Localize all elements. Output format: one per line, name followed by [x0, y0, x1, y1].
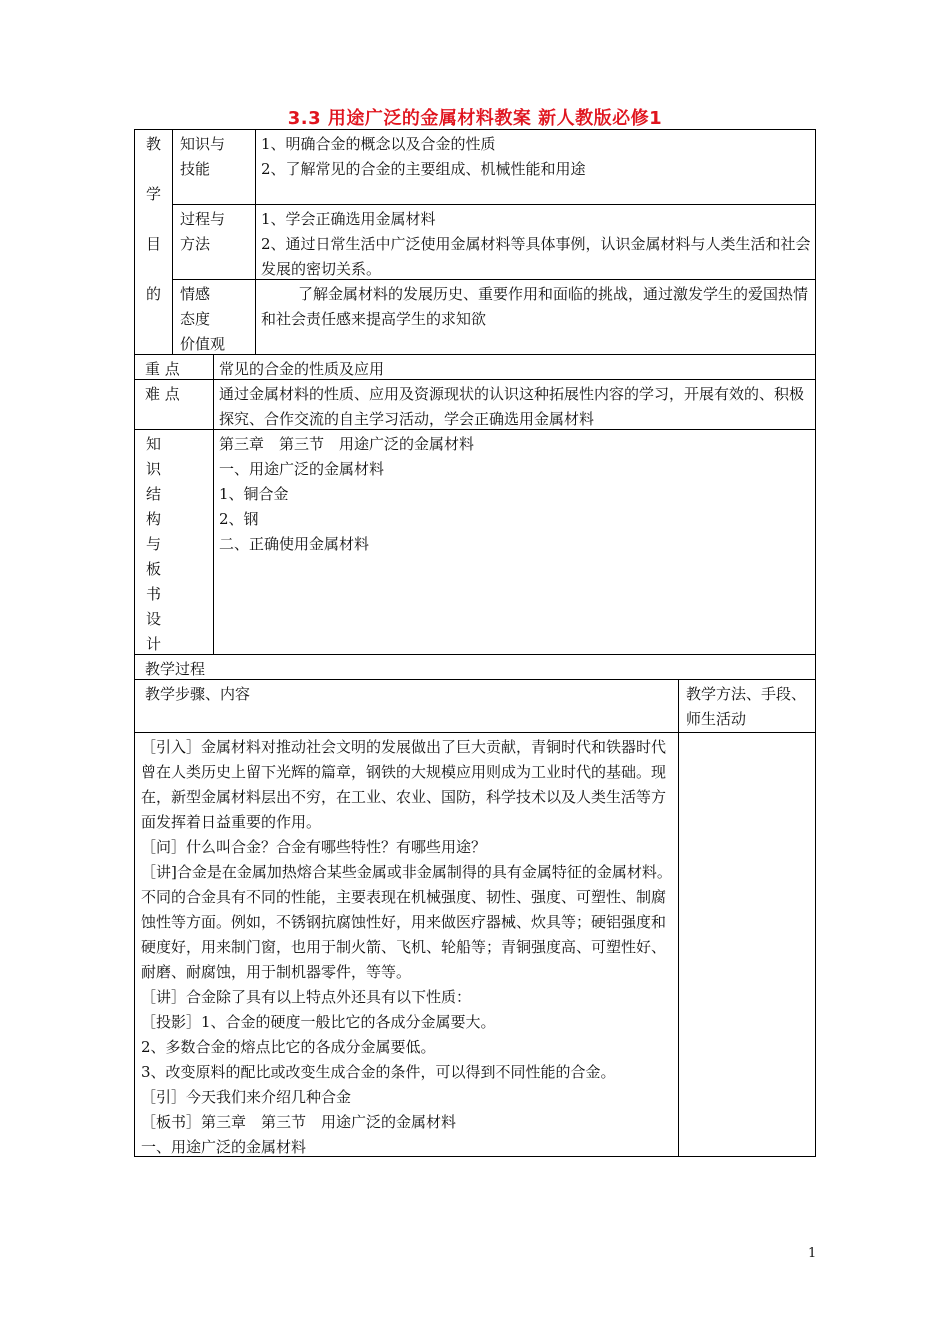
paragraph: 一、用途广泛的金属材料: [141, 1138, 307, 1156]
process-label: 过程与 方法: [180, 210, 226, 253]
divider: [172, 279, 815, 280]
divider: [135, 379, 815, 380]
objectives-heading: 教 学 目 的: [145, 135, 161, 303]
key-point-content: 常见的合金的性质及应用: [219, 360, 385, 378]
key-point-label: 重 点: [145, 360, 180, 378]
divider: [172, 204, 815, 205]
structure-heading: 知 识 结 构 与 板 书 设 计: [145, 435, 161, 653]
paragraph: ［投影］1、合金的硬度一般比它的各成分金属要大。: [141, 1013, 496, 1031]
steps-content: [141, 735, 676, 1160]
emotion-label: 情感 态度 价值观: [180, 285, 226, 353]
paragraph: 3、改变原料的配比或改变生成合金的条件，可以得到不同性能的合金。: [141, 1063, 616, 1081]
divider: [678, 679, 679, 1156]
paragraph: ［问］什么叫合金？合金有哪些特性？有哪些用途？: [141, 838, 487, 856]
document-title: 3.3 用途广泛的金属材料教案 新人教版必修1: [287, 108, 663, 129]
methods-column-header: 教学方法、手段、师生活动: [686, 685, 807, 728]
paragraph: ［板书］第三章 第三节 用途广泛的金属材料: [141, 1113, 457, 1131]
steps-column-header: 教学步骤、内容: [145, 685, 251, 703]
divider: [135, 732, 815, 733]
divider: [135, 354, 815, 355]
paragraph: ［讲]合金是在金属加热熔合某些金属或非金属制得的具有金属特征的金属材料。不同的合金具有不同的性能，主要表现在机械强度、韧性、强度、可塑性、制腐蚀性等方面。例如，不锈钢抗腐蚀性好，用来做医疗器械、炊具等；硬铝强度和硬度好，用来制门窗，也用于制火箭、飞机、轮船等；青铜强度高、可塑性好、耐磨、耐腐蚀，用于制机器零件，等等。: [141, 863, 672, 981]
structure-content: 第三章 第三节 用途广泛的金属材料 一、用途广泛的金属材料 1、铜合金 2、钢 二、正确使用金属材料: [219, 435, 475, 553]
lesson-plan-table: [134, 129, 816, 1157]
page-number: 1: [808, 1246, 817, 1261]
divider: [135, 654, 815, 655]
emotion-content: 了解金属材料的发展历史、重要作用和面临的挑战，通过激发学生的爱国热情和社会责任感来提高学生的求知欲: [261, 285, 809, 328]
divider: [135, 679, 815, 680]
divider: [172, 130, 173, 354]
paragraph: ［引入］金属材料对推动社会文明的发展做出了巨大贡献，青铜时代和铁器时代曾在人类历史上留下光辉的篇章，钢铁的大规模应用则成为工业时代的基础。现在，新型金属材料层出不穷，在工业、农业、国防，科学技术以及人类生活等方面发挥着日益重要的作用。: [141, 738, 667, 831]
divider: [135, 429, 815, 430]
process-heading: 教学过程: [145, 660, 206, 678]
divider: [213, 354, 214, 654]
difficulty-content: 通过金属材料的性质、应用及资源现状的认识这种拓展性内容的学习，开展有效的、积极探究、合作交流的自主学习活动，学会正确选用金属材料: [219, 385, 805, 428]
process-content: 1、学会正确选用金属材料 2、通过日常生活中广泛使用金属材料等具体事例，认识金属材料与人类生活和社会发展的密切关系。: [261, 210, 811, 278]
knowledge-content: 1、明确合金的概念以及合金的性质 2、了解常见的合金的主要组成、机械性能和用途: [261, 135, 586, 178]
paragraph: 2、多数合金的熔点比它的各成分金属要低。: [141, 1038, 436, 1056]
paragraph: ［引］今天我们来介绍几种合金: [141, 1088, 352, 1106]
paragraph: ［讲］合金除了具有以上特点外还具有以下性质：: [141, 988, 472, 1006]
difficulty-label: 难 点: [145, 385, 180, 403]
divider: [255, 130, 256, 354]
knowledge-label: 知识与 技能: [180, 135, 226, 178]
